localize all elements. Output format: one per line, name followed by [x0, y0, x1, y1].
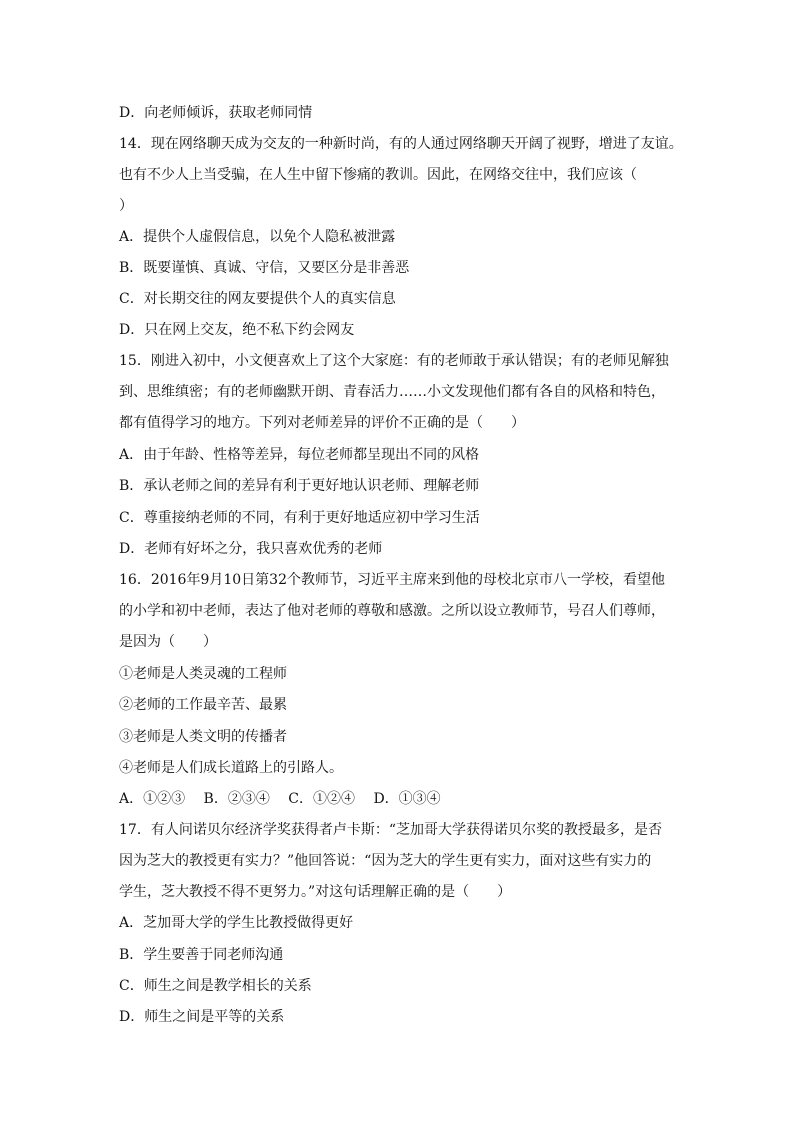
q14-stem-line-3: ）	[119, 198, 133, 214]
q17-option-c: C．师生之间是教学相长的关系	[119, 978, 312, 994]
q16-statement-3: ③老师是人类文明的传播者	[119, 729, 287, 745]
q17-option-d: D．师生之间是平等的关系	[119, 1009, 285, 1025]
q16-stem-line-3: 是因为（ ）	[119, 634, 217, 650]
q14-stem-line-2: 也有不少人上当受骗，在人生中留下惨痛的教训。因此，在网络交往中，我们应该（	[119, 167, 637, 183]
q17-stem-line-3: 学生，芝大教授不得不更努力。”对这句话理解正确的是（ ）	[119, 884, 512, 900]
q16-statement-1: ①老师是人类灵魂的工程师	[119, 666, 287, 682]
q14-option-a: A．提供个人虚假信息，以免个人隐私被泄露	[119, 229, 396, 245]
q15-stem-line-3: 都有值得学习的地方。下列对老师差异的评价不正确的是（ ）	[119, 415, 525, 431]
q17-option-b: B．学生要善于同老师沟通	[119, 947, 284, 963]
q15-option-d: D．老师有好坏之分，我只喜欢优秀的老师	[119, 541, 383, 557]
q16-statement-4: ④老师是人们成长道路上的引路人。	[119, 760, 343, 776]
q14-option-b: B．既要谨慎、真诚、守信，又要区分是非善恶	[119, 260, 410, 276]
q16-stem-line-2: 的小学和初中老师，表达了他对老师的尊敬和感激。之所以设立教师节，号召人们尊师，	[119, 603, 665, 619]
q15-stem-line-1: 15．刚进入初中，小文便喜欢上了这个大家庭：有的老师敢于承认错误；有的老师见解独	[119, 353, 669, 369]
q17-stem-line-1: 17．有人问诺贝尔经济学奖获得者卢卡斯：“芝加哥大学获得诺贝尔奖的教授最多，是否	[119, 822, 662, 838]
q16-options: A．①②③ B．②③④ C．①②④ D．①③④	[119, 791, 441, 807]
q15-option-c: C．尊重接纳老师的不同，有利于更好地适应初中学习生活	[119, 510, 480, 526]
q14-option-c: C．对长期交往的网友要提供个人的真实信息	[119, 291, 396, 307]
q14-stem-line-1: 14．现在网络聊天成为交友的一种新时尚，有的人通过网络聊天开阔了视野，增进了友谊。	[119, 136, 683, 152]
q16-statement-2: ②老师的工作最辛苦、最累	[119, 697, 287, 713]
q15-option-a: A．由于年龄、性格等差异，每位老师都呈现出不同的风格	[119, 447, 480, 463]
q13-option-d: D．向老师倾诉，获取老师同情	[119, 105, 313, 121]
q16-stem-line-1: 16．2016年9月10日第32个教师节，习近平主席来到他的母校北京市八一学校，看望他	[119, 572, 665, 588]
q15-option-b: B．承认老师之间的差异有利于更好地认识老师、理解老师	[119, 478, 480, 494]
q17-option-a: A．芝加哥大学的学生比教授做得更好	[119, 915, 354, 931]
q14-option-d: D．只在网上交友，绝不私下约会网友	[119, 322, 355, 338]
q15-stem-line-2: 到、思维缜密；有的老师幽默开朗、青春活力……小文发现他们都有各自的风格和特色，	[119, 384, 665, 400]
q17-stem-line-2: 因为芝大的教授更有实力？”他回答说：“因为芝大的学生更有实力，面对这些有实力的	[119, 853, 652, 869]
